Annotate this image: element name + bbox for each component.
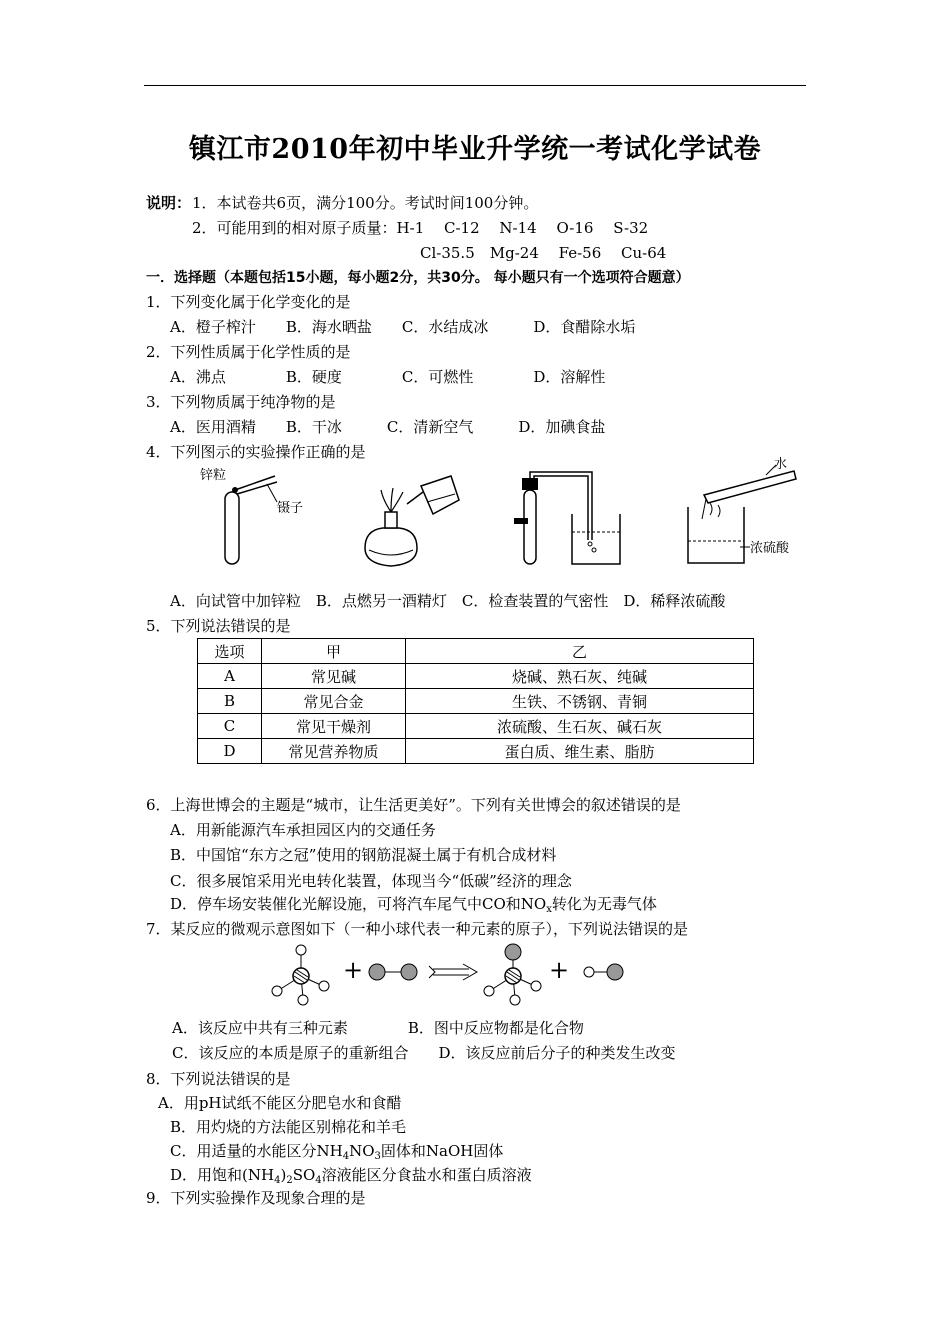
table-header: 选项 <box>198 639 262 664</box>
q8-d-subscript: 2 <box>286 1175 293 1186</box>
table-cell: 烧碱、熟石灰、纯碱 <box>406 664 754 689</box>
table-cell: 浓硫酸、生石灰、碱石灰 <box>406 714 754 739</box>
notes-label: 说明： <box>146 194 192 212</box>
table-row <box>198 664 754 689</box>
reaction-arrow-icon <box>429 964 477 980</box>
notes-line-3: Cl-35.5 Mg-24 Fe-56 Cu-64 <box>420 244 667 262</box>
q6-d-subscript: x <box>546 904 552 915</box>
q8-d-text-end: 溶液能区分食盐水和蛋白质溶液 <box>321 1166 532 1184</box>
zinc-label: 锌粒 <box>200 468 227 483</box>
q2-options: A．沸点 B．硬度 C．可燃性 D．溶解性 <box>170 368 606 386</box>
q8-c-subscript: 4 <box>342 1151 350 1162</box>
q8-c-text: C．用适量的水能区分NH <box>170 1142 343 1160</box>
page-title: 镇江市2010年初中毕业升学统一考试化学试卷 <box>188 134 762 165</box>
q6-option-c: C．很多展馆采用光电转化装置，体现当今“低碳”经济的理念 <box>170 872 572 890</box>
figure-c-airtight-check <box>510 470 630 575</box>
q8-option-d <box>170 1165 532 1185</box>
table-cell: D <box>198 739 262 764</box>
q8-c-subscript: 3 <box>374 1151 381 1162</box>
notes-line-1: 1．本试卷共6页，满分100分。考试时间100分钟。 <box>192 194 539 212</box>
q8-option-c <box>170 1141 503 1161</box>
table-header-row <box>198 639 754 664</box>
q7-options-row-2: C．该反应的本质是原子的重新组合 D．该反应前后分子的种类发生改变 <box>172 1044 676 1062</box>
table-cell: 生铁、不锈钢、青铜 <box>406 689 754 714</box>
product-molecule-1 <box>484 944 541 1005</box>
q6-d-text: D．停车场安装催化光解设施，可将汽车尾气中CO和NO <box>170 895 547 913</box>
q5-table <box>197 638 754 764</box>
table-cell: B <box>198 689 262 714</box>
section-heading: 一．选择题（本题包括15小题，每小题2分，共30分。 每小题只有一个选项符合题意） <box>146 270 690 286</box>
q2-stem: 2．下列性质属于化学性质的是 <box>146 343 351 361</box>
q3-stem: 3．下列物质属于纯净物的是 <box>146 393 336 411</box>
q8-d-text-mid: ) <box>280 1166 287 1184</box>
q8-d-subscript: 4 <box>274 1175 281 1186</box>
q6-option-a: A．用新能源汽车承担园区内的交通任务 <box>170 821 436 839</box>
table-cell: 常见碱 <box>262 664 406 689</box>
q4-options: A．向试管中加锌粒 B．点燃另一酒精灯 C．检查装置的气密性 D．稀释浓硫酸 <box>170 592 726 610</box>
table-header: 乙 <box>406 639 754 664</box>
q8-stem: 8．下列说法错误的是 <box>146 1070 291 1088</box>
table-row <box>198 739 754 764</box>
q1-options: A．橙子榨汁 B．海水晒盐 C．水结成冰 D．食醋除水垢 <box>170 318 636 336</box>
table-cell: 常见干燥剂 <box>262 714 406 739</box>
table-cell: C <box>198 714 262 739</box>
product-molecule-2 <box>584 964 623 980</box>
water-label: 水 <box>774 457 788 472</box>
table-cell: 蛋白质、维生素、脂肪 <box>406 739 754 764</box>
q7-options-row-1: A．该反应中共有三种元素 B．图中反应物都是化合物 <box>172 1019 584 1037</box>
q8-d-text-mid2: SO <box>292 1166 316 1184</box>
notes-line-2: 2．可能用到的相对原子质量：H-1 C-12 N-14 O-16 S-32 <box>192 219 649 237</box>
figure-b-alcohol-lamps <box>355 470 465 575</box>
q8-option-a: A．用pH试纸不能区分肥皂水和食醋 <box>158 1094 402 1112</box>
table-cell: 常见合金 <box>262 689 406 714</box>
table-cell: 常见营养物质 <box>262 739 406 764</box>
top-rule <box>144 85 806 86</box>
q8-c-text-mid: NO <box>349 1142 375 1160</box>
q7-stem: 7．某反应的微观示意图如下（一种小球代表一种元素的原子），下列说法错误的是 <box>146 920 689 938</box>
plus-sign: + <box>343 956 364 984</box>
figure-a-test-tube <box>195 462 315 572</box>
table-header: 甲 <box>262 639 406 664</box>
figure-d-dilute-acid <box>680 455 820 575</box>
q9-stem: 9．下列实验操作及现象合理的是 <box>146 1189 366 1207</box>
q1-stem: 1．下列变化属于化学变化的是 <box>146 293 351 311</box>
q6-d-text-end: 转化为无毒气体 <box>551 895 657 913</box>
table-row <box>198 689 754 714</box>
tweezers-label: 镊子 <box>277 501 304 516</box>
reactant-molecule-2 <box>369 964 417 980</box>
reaction-diagram <box>265 940 645 1010</box>
q3-options: A．医用酒精 B．干冰 C．清新空气 D．加碘食盐 <box>170 418 606 436</box>
q5-stem: 5．下列说法错误的是 <box>146 617 291 635</box>
q8-d-subscript: 4 <box>315 1175 322 1186</box>
q6-option-b: B．中国馆“东方之冠”使用的钢筋混凝土属于有机合成材料 <box>170 846 557 864</box>
q6-option-d <box>170 894 657 914</box>
q8-d-text: D．用饱和(NH <box>170 1166 275 1184</box>
q8-option-b: B．用灼烧的方法能区别棉花和羊毛 <box>170 1118 407 1136</box>
table-row <box>198 714 754 739</box>
table-cell: A <box>198 664 262 689</box>
acid-label: 浓硫酸 <box>750 541 790 556</box>
reactant-molecule-1 <box>272 945 329 1005</box>
q8-c-text-end: 固体和NaOH固体 <box>380 1142 504 1160</box>
q6-stem: 6．上海世博会的主题是“城市，让生活更美好”。下列有关世博会的叙述错误的是 <box>146 796 681 814</box>
plus-sign: + <box>549 956 570 984</box>
q4-stem: 4．下列图示的实验操作正确的是 <box>146 443 366 461</box>
